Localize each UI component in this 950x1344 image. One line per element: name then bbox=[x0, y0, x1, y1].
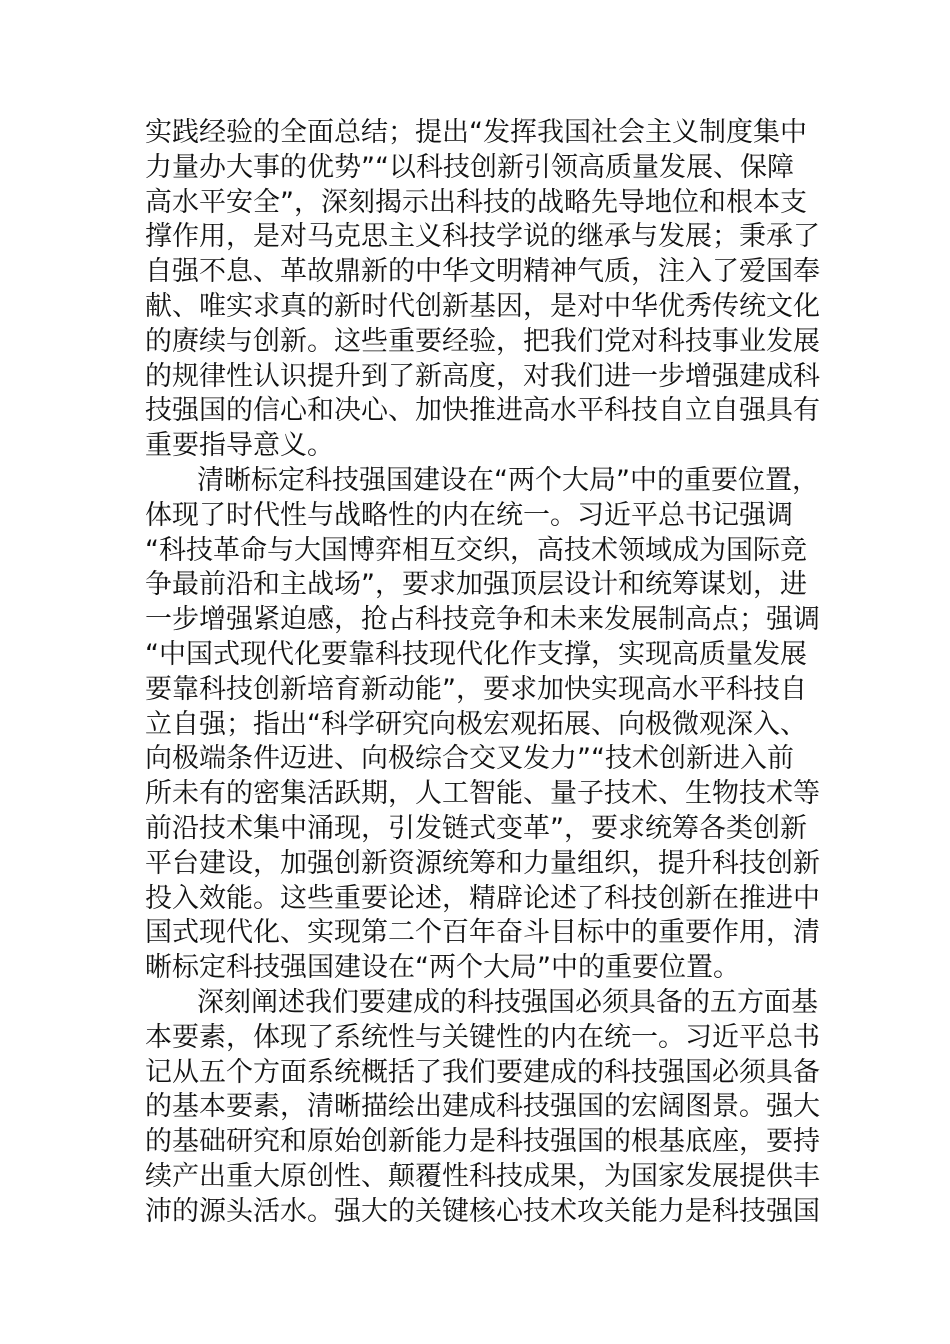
text-line: 的赓续与创新。这些重要经验，把我们党对科技事业发展 bbox=[145, 325, 820, 357]
text-line: “科技革命与大国博弈相互交织，高技术领域成为国际竞 bbox=[145, 534, 807, 566]
text-line: 献、唯实求真的新时代创新基因，是对中华优秀传统文化 bbox=[145, 290, 820, 322]
text-line: 体现了时代性与战略性的内在统一。习近平总书记强调 bbox=[145, 499, 793, 531]
text-line: 所未有的密集活跃期，人工智能、量子技术、生物技术等 bbox=[145, 778, 820, 810]
text-line: 重要指导意义。 bbox=[145, 430, 334, 462]
text-line: 立自强；指出“科学研究向极宏观拓展、向极微观深入、 bbox=[145, 708, 807, 740]
text-line: 国式现代化、实现第二个百年奋斗目标中的重要作用，清 bbox=[145, 917, 820, 949]
body-text bbox=[145, 116, 827, 1230]
text-line: 投入效能。这些重要论述，精辟论述了科技创新在推进中 bbox=[145, 882, 820, 914]
text-line: 晰标定科技强国建设在“两个大局”中的重要位置。 bbox=[145, 952, 740, 984]
text-line: 力量办大事的优势”“以科技创新引领高质量发展、保障 bbox=[145, 151, 794, 183]
text-line: 的基本要素，清晰描绘出建成科技强国的宏阔图景。强大 bbox=[145, 1091, 820, 1123]
text-line: 沛的源头活水。强大的关键核心技术攻关能力是科技强国 bbox=[145, 1195, 820, 1227]
text-line: 高水平安全”，深刻揭示出科技的战略先导地位和根本支 bbox=[145, 186, 807, 218]
text-line: 平台建设，加强创新资源统筹和力量组织，提升科技创新 bbox=[145, 847, 820, 879]
text-line: 的规律性认识提升到了新高度，对我们进一步增强建成科 bbox=[145, 360, 820, 392]
text-line: 记从五个方面系统概括了我们要建成的科技强国必须具备 bbox=[145, 1056, 820, 1088]
text-line: 技强国的信心和决心、加快推进高水平科技自立自强具有 bbox=[145, 395, 820, 427]
text-line: 前沿技术集中涌现，引发链式变革”，要求统筹各类创新 bbox=[145, 812, 807, 844]
text-line: 要靠科技创新培育新动能”，要求加快实现高水平科技自 bbox=[145, 673, 807, 705]
text-line: “中国式现代化要靠科技现代化作支撑，实现高质量发展 bbox=[145, 638, 807, 670]
text-line: 本要素，体现了系统性与关键性的内在统一。习近平总书 bbox=[145, 1021, 820, 1053]
text-line: 续产出重大原创性、颠覆性科技成果，为国家发展提供丰 bbox=[145, 1160, 820, 1192]
text-line: 一步增强紧迫感，抢占科技竞争和未来发展制高点；强调 bbox=[145, 604, 820, 636]
text-line: 的基础研究和原始创新能力是科技强国的根基底座，要持 bbox=[145, 1126, 820, 1158]
text-line: 向极端条件迈进、向极综合交叉发力”“技术创新进入前 bbox=[145, 743, 794, 775]
paragraph-start-line: 深刻阐述我们要建成的科技强国必须具备的五方面基 bbox=[197, 986, 818, 1018]
text-line: 自强不息、革故鼎新的中华文明精神气质，注入了爱国奉 bbox=[145, 256, 820, 288]
paragraph-start-line: 清晰标定科技强国建设在“两个大局”中的重要位置， bbox=[197, 464, 819, 496]
text-line: 实践经验的全面总结；提出“发挥我国社会主义制度集中 bbox=[145, 117, 807, 148]
text-line: 撑作用，是对马克思主义科技学说的继承与发展；秉承了 bbox=[145, 221, 820, 253]
text-line: 争最前沿和主战场”，要求加强顶层设计和统筹谋划，进 bbox=[145, 569, 807, 601]
